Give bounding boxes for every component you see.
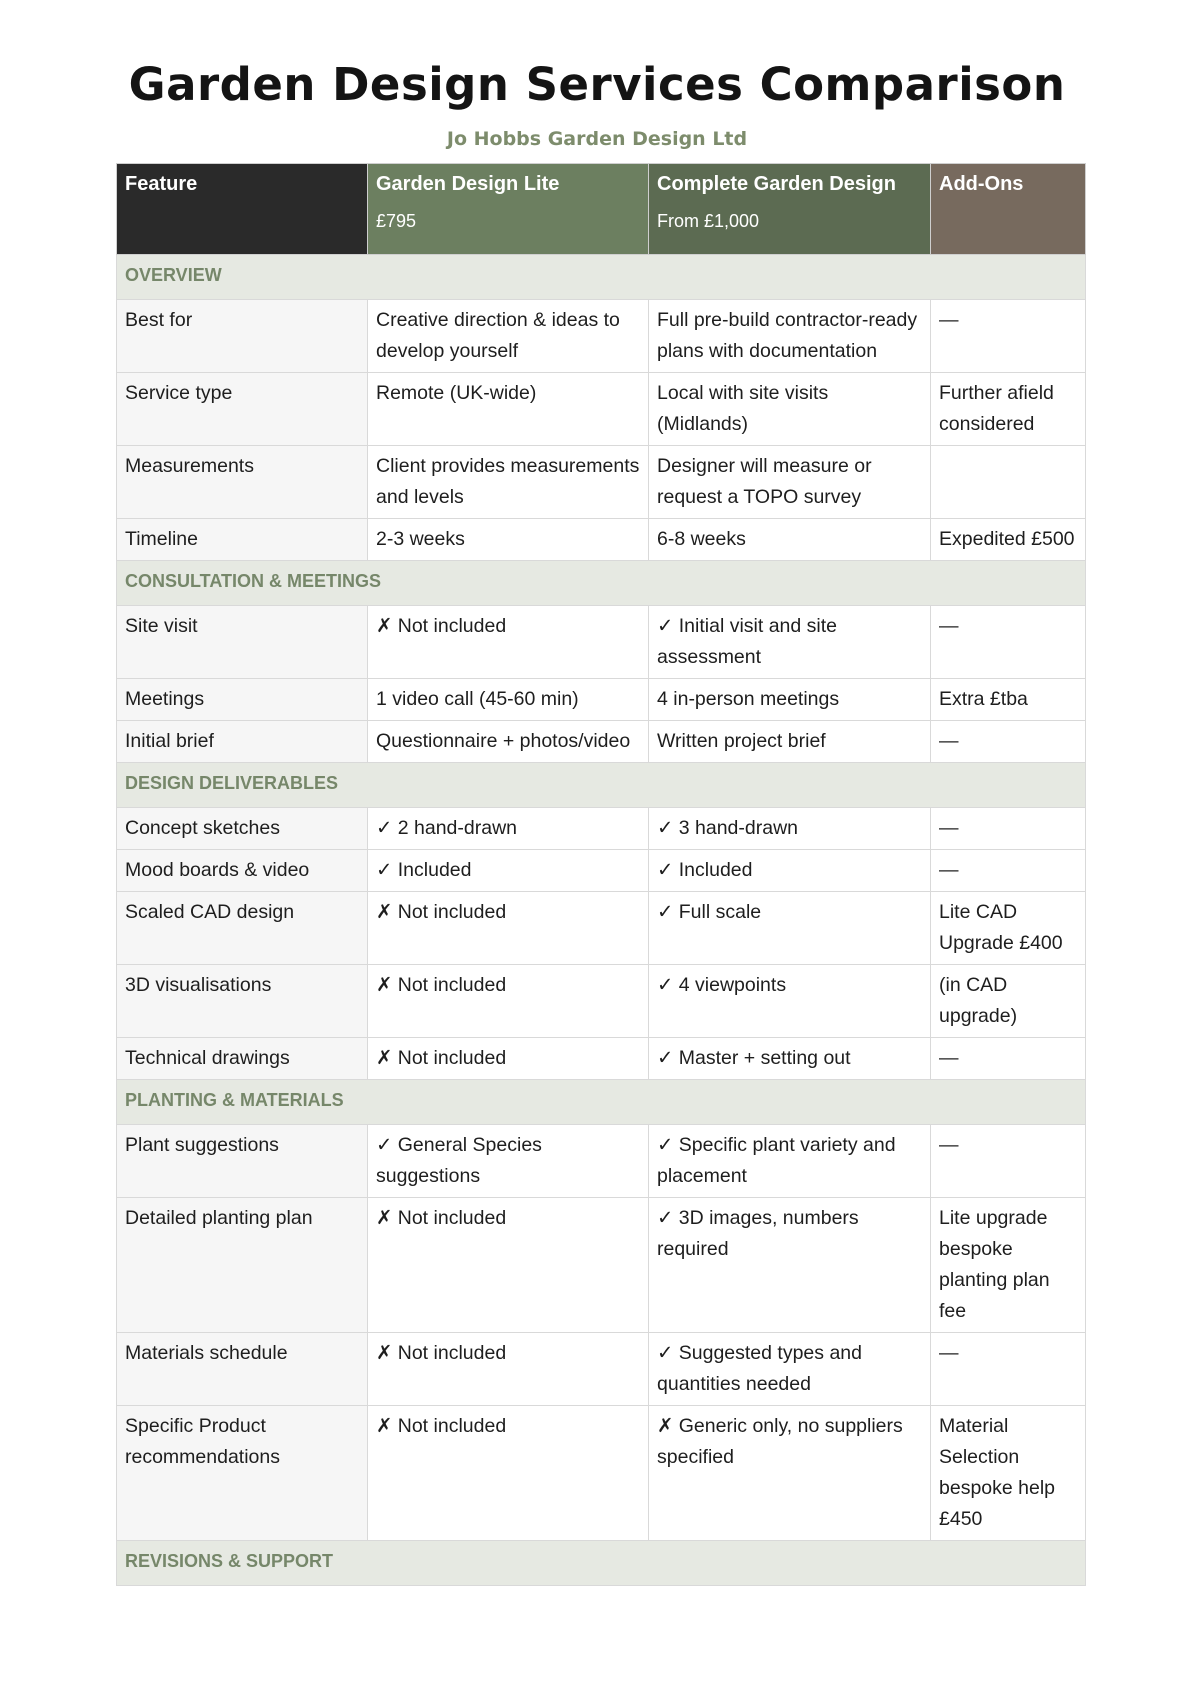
table-row — [117, 300, 1086, 373]
table-row — [117, 606, 1086, 679]
cell-lite: ✗ Not included — [368, 1198, 649, 1333]
cell-complete: ✓ Specific plant variety and placement — [649, 1125, 931, 1198]
cell-feature: Mood boards & video — [117, 850, 368, 892]
section-title: REVISIONS & SUPPORT — [117, 1541, 1086, 1586]
cell-lite: ✗ Not included — [368, 1406, 649, 1541]
cell-feature: Plant suggestions — [117, 1125, 368, 1198]
cell-complete: ✓ Suggested types and quantities needed — [649, 1333, 931, 1406]
cell-addons — [931, 446, 1086, 519]
cell-complete: Written project brief — [649, 721, 931, 763]
cell-feature: Service type — [117, 373, 368, 446]
header-complete-label: Complete Garden Design — [657, 173, 896, 195]
cell-feature: Materials schedule — [117, 1333, 368, 1406]
cell-lite: 1 video call (45-60 min) — [368, 679, 649, 721]
cell-lite: ✗ Not included — [368, 965, 649, 1038]
cell-lite: ✗ Not included — [368, 1038, 649, 1080]
header-complete-price: From £1,000 — [657, 211, 760, 231]
section-title: PLANTING & MATERIALS — [117, 1080, 1086, 1125]
header-complete-garden-design — [649, 164, 931, 255]
table-row — [117, 1125, 1086, 1198]
comparison-table — [116, 163, 1086, 1586]
table-row — [117, 519, 1086, 561]
section-row-consultation-and-meetings — [117, 561, 1086, 606]
cell-feature: Specific Product recommendations — [117, 1406, 368, 1541]
cell-addons: — — [931, 1125, 1086, 1198]
cell-lite: 2-3 weeks — [368, 519, 649, 561]
cell-addons: Further afield considered — [931, 373, 1086, 446]
cell-feature: Scaled CAD design — [117, 892, 368, 965]
cell-lite: ✗ Not included — [368, 1333, 649, 1406]
cell-lite: Remote (UK-wide) — [368, 373, 649, 446]
cell-lite: ✓ General Species suggestions — [368, 1125, 649, 1198]
section-title: DESIGN DELIVERABLES — [117, 763, 1086, 808]
table-row — [117, 446, 1086, 519]
header-feature — [117, 164, 368, 255]
header-addons-label: Add-Ons — [939, 173, 1024, 195]
section-row-overview — [117, 255, 1086, 300]
cell-feature: Measurements — [117, 446, 368, 519]
section-title: OVERVIEW — [117, 255, 1086, 300]
cell-lite: Questionnaire + photos/video — [368, 721, 649, 763]
cell-addons: — — [931, 721, 1086, 763]
cell-complete: Designer will measure or request a TOPO survey — [649, 446, 931, 519]
table-row — [117, 808, 1086, 850]
table-row — [117, 1406, 1086, 1541]
cell-lite: ✗ Not included — [368, 892, 649, 965]
cell-complete: Local with site visits (Midlands) — [649, 373, 931, 446]
page-title: Garden Design Services Comparison — [128, 58, 1066, 111]
cell-complete: ✓ 3D images, numbers required — [649, 1198, 931, 1333]
cell-complete: ✓ Included — [649, 850, 931, 892]
cell-lite: ✓ 2 hand-drawn — [368, 808, 649, 850]
cell-feature: Concept sketches — [117, 808, 368, 850]
cell-addons: — — [931, 850, 1086, 892]
cell-addons: — — [931, 606, 1086, 679]
cell-complete: 4 in-person meetings — [649, 679, 931, 721]
cell-feature: Timeline — [117, 519, 368, 561]
cell-complete: ✓ Full scale — [649, 892, 931, 965]
cell-complete: ✗ Generic only, no suppliers specified — [649, 1406, 931, 1541]
cell-complete: 6-8 weeks — [649, 519, 931, 561]
cell-feature: Detailed planting plan — [117, 1198, 368, 1333]
cell-lite: ✗ Not included — [368, 606, 649, 679]
cell-complete: ✓ Initial visit and site assessment — [649, 606, 931, 679]
table-row — [117, 892, 1086, 965]
table-row — [117, 1198, 1086, 1333]
cell-complete: ✓ Master + setting out — [649, 1038, 931, 1080]
cell-feature: Meetings — [117, 679, 368, 721]
section-row-design-deliverables — [117, 763, 1086, 808]
cell-addons: Extra £tba — [931, 679, 1086, 721]
table-row — [117, 373, 1086, 446]
cell-addons: Expedited £500 — [931, 519, 1086, 561]
table-row — [117, 679, 1086, 721]
cell-addons: — — [931, 1333, 1086, 1406]
cell-feature: Initial brief — [117, 721, 368, 763]
cell-addons: Lite CAD Upgrade £400 — [931, 892, 1086, 965]
cell-feature: Best for — [117, 300, 368, 373]
table-row — [117, 721, 1086, 763]
table-row — [117, 1333, 1086, 1406]
company-subtitle: Jo Hobbs Garden Design Ltd — [446, 128, 748, 150]
header-garden-design-lite — [368, 164, 649, 255]
section-row-revisions-and-support — [117, 1541, 1086, 1586]
header-feature-label: Feature — [125, 173, 198, 195]
table-row — [117, 965, 1086, 1038]
cell-addons: — — [931, 808, 1086, 850]
cell-addons: Material Selection bespoke help £450 — [931, 1406, 1086, 1541]
cell-addons: (in CAD upgrade) — [931, 965, 1086, 1038]
cell-complete: ✓ 4 viewpoints — [649, 965, 931, 1038]
cell-addons: Lite upgrade bespoke planting plan fee — [931, 1198, 1086, 1333]
header-lite-price: £795 — [376, 211, 417, 231]
cell-lite: ✓ Included — [368, 850, 649, 892]
cell-lite: Creative direction & ideas to develop yourself — [368, 300, 649, 373]
cell-feature: 3D visualisations — [117, 965, 368, 1038]
cell-addons: — — [931, 300, 1086, 373]
table-row — [117, 850, 1086, 892]
section-row-planting-and-materials — [117, 1080, 1086, 1125]
cell-feature: Site visit — [117, 606, 368, 679]
cell-feature: Technical drawings — [117, 1038, 368, 1080]
header-row — [117, 164, 1086, 255]
header-lite-label: Garden Design Lite — [376, 173, 560, 195]
table-row — [117, 1038, 1086, 1080]
cell-addons: — — [931, 1038, 1086, 1080]
header-add-ons — [931, 164, 1086, 255]
cell-complete: Full pre-build contractor-ready plans with documentation — [649, 300, 931, 373]
cell-lite: Client provides measurements and levels — [368, 446, 649, 519]
section-title: CONSULTATION & MEETINGS — [117, 561, 1086, 606]
cell-complete: ✓ 3 hand-drawn — [649, 808, 931, 850]
